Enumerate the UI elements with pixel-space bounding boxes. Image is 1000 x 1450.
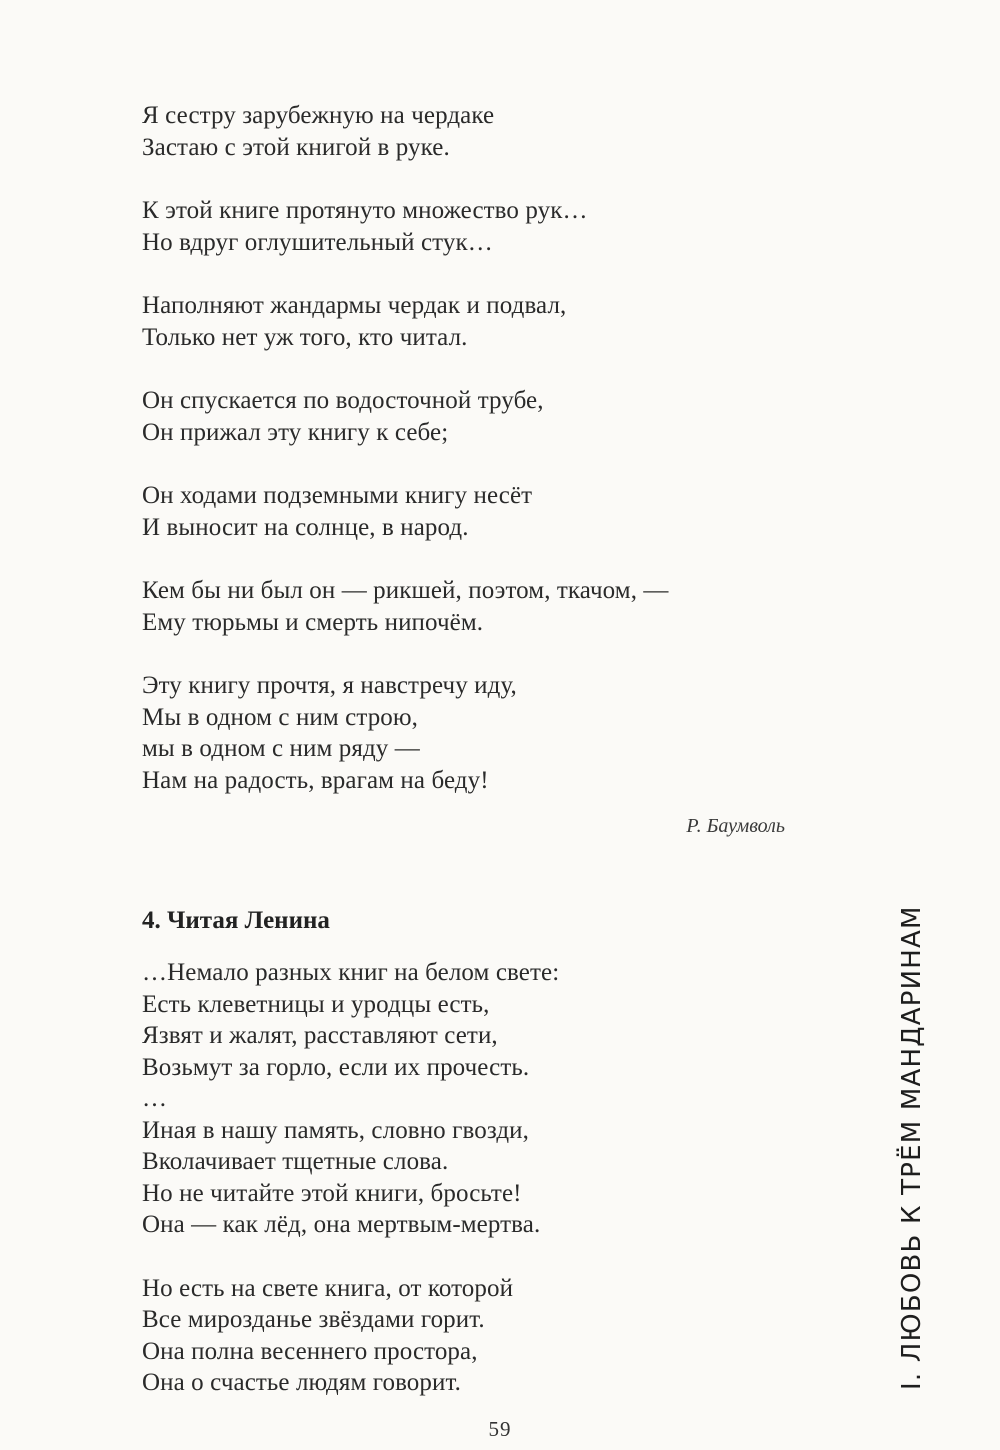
stanza	[142, 670, 782, 796]
poem-line: Возьмут за горло, если их прочесть.	[142, 1053, 530, 1081]
poem-line: …Немало разных книг на белом свете:	[142, 959, 560, 986]
poem-line: Все мирозданье звёздами горит.	[142, 1306, 485, 1333]
poem-author: Р. Баумволь	[686, 815, 785, 837]
stanza	[142, 1273, 782, 1399]
poem-line: Она полна весеннего простора,	[142, 1337, 478, 1365]
poem-block	[142, 100, 782, 828]
stanza	[142, 100, 782, 163]
stanza	[142, 385, 782, 448]
poem-line: Ему тюрьмы и смерть нипочём.	[142, 608, 484, 636]
page-number: 59	[488, 1417, 512, 1441]
poem-line: К этой книге протянуто множество рук…	[142, 197, 588, 224]
poem-line: Наполняют жандармы чердак и подвал,	[142, 292, 567, 319]
poem-line: Только нет уж того, кто читал.	[142, 323, 468, 351]
poem-line: Но есть на свете книга, от которой	[142, 1274, 514, 1302]
stanza	[142, 290, 782, 353]
poem-line: Нам на радость, врагам на беду!	[142, 766, 489, 794]
poem-line: Эту книгу прочтя, я навстречу иду,	[142, 672, 517, 699]
poem-line: Он спускается по водосточной трубе,	[142, 387, 544, 414]
poem-line: И выносит на солнце, в народ.	[142, 513, 469, 541]
poem-line: Но вдруг оглушительный стук…	[142, 228, 493, 256]
stanza	[142, 575, 782, 638]
stanza	[142, 195, 782, 258]
poem-line: Он ходами подземными книгу несёт	[142, 482, 533, 509]
poem-line: Вколачивает тщетные слова.	[142, 1148, 449, 1175]
stanza	[142, 957, 782, 1241]
poem-line: Есть клеветницы и уродцы есть,	[142, 990, 490, 1018]
poem-line: …	[142, 1085, 168, 1112]
poem-line: Мы в одном с ним строю,	[142, 703, 419, 731]
stanza	[142, 480, 782, 543]
poem-line: Иная в нашу память, словно гвозди,	[142, 1116, 529, 1144]
section-title: 4. Читая Ленина	[142, 907, 330, 934]
poem-line: Он прижал эту книгу к себе;	[142, 418, 449, 446]
poem-line: мы в одном с ним ряду —	[142, 735, 420, 762]
chapter-side-label: I. ЛЮБОВЬ К ТРЁМ МАНДАРИНАМ	[897, 905, 927, 1390]
poem-line: Но не читайте этой книги, бросьте!	[142, 1179, 522, 1207]
poem-line: Я сестру зарубежную на чердаке	[142, 102, 495, 129]
poem-block-2	[142, 957, 782, 1431]
poem-line: Она — как лёд, она мертвым-мертва.	[142, 1211, 541, 1238]
poem-line: Застаю с этой книгой в руке.	[142, 133, 450, 161]
poem-line: Она о счастье людям говорит.	[142, 1369, 461, 1396]
poem-line: Кем бы ни был он — рикшей, поэтом, ткачом, —	[142, 577, 669, 604]
poem-line: Язвят и жалят, расставляют сети,	[142, 1022, 498, 1049]
